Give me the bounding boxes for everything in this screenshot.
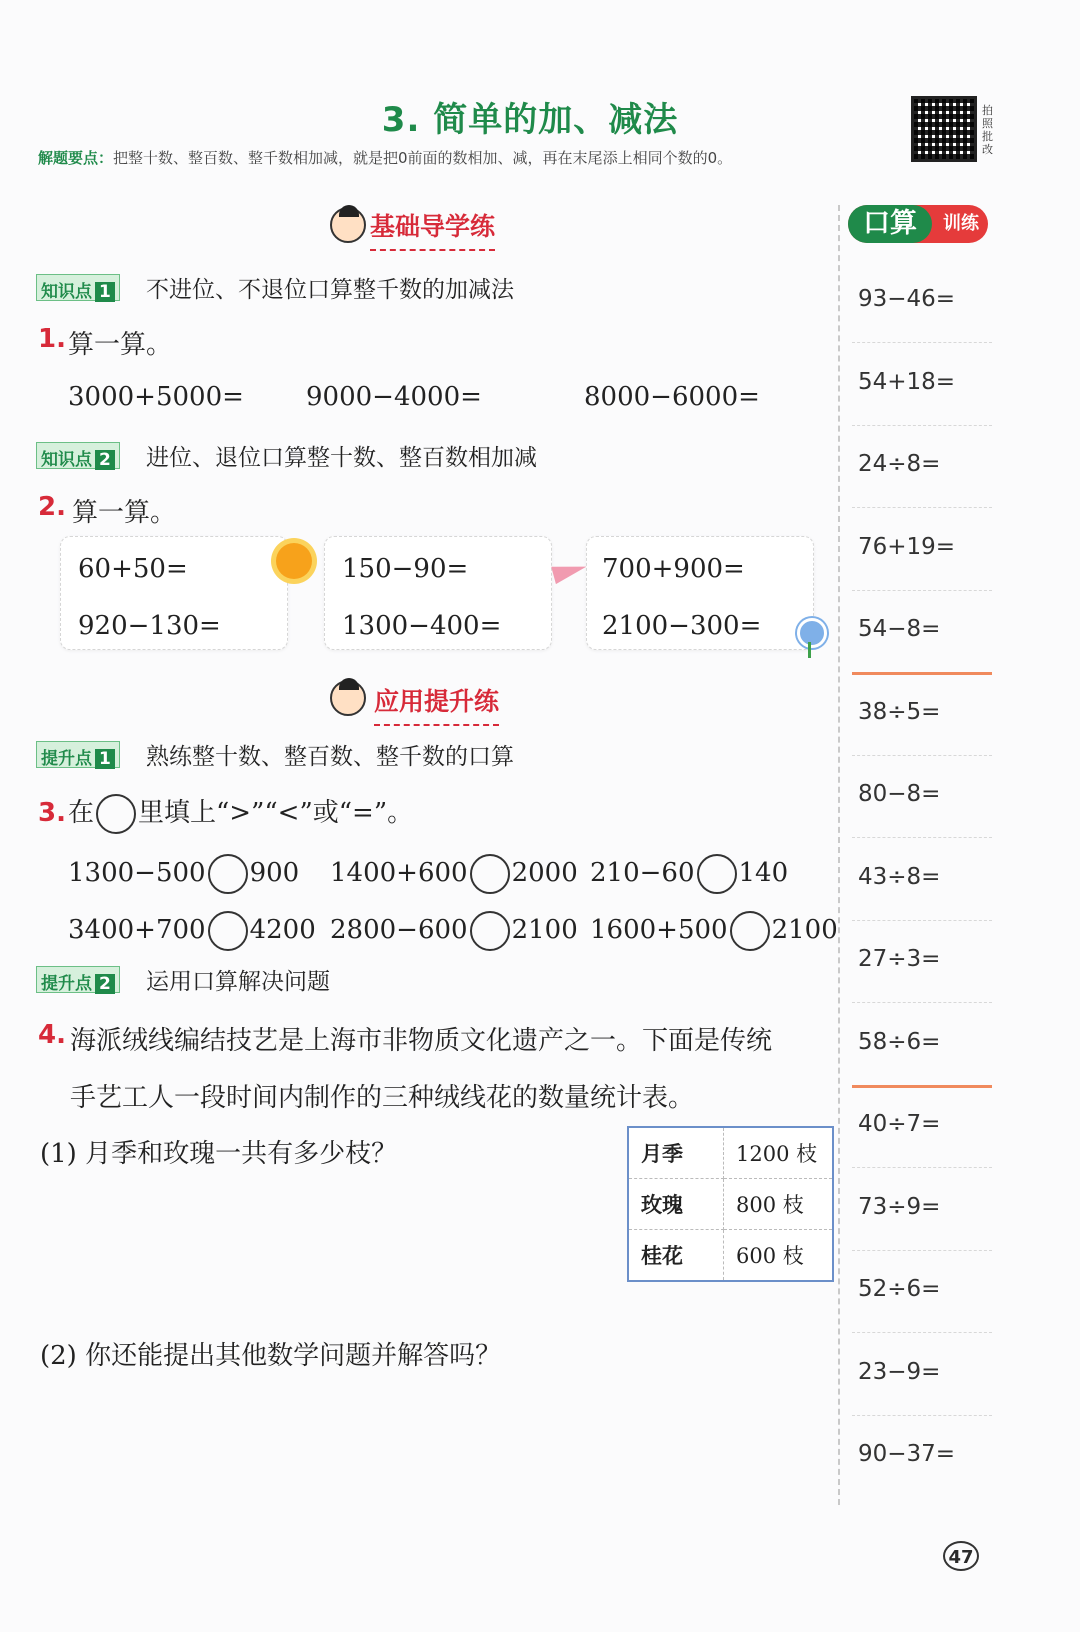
oral-badge-sub: 训练 bbox=[943, 213, 979, 234]
oral-badge-main: 口算 bbox=[848, 205, 932, 243]
oral-item: 38÷5= bbox=[858, 698, 941, 725]
table-cell-name: 玫瑰 bbox=[628, 1179, 724, 1230]
qr-code-icon[interactable] bbox=[911, 96, 977, 162]
mascot-icon bbox=[330, 207, 366, 243]
answer-circle[interactable] bbox=[730, 911, 770, 951]
paper-plane-icon bbox=[551, 558, 589, 584]
q2-expression: 60+50= bbox=[78, 554, 188, 584]
oral-separator bbox=[852, 1415, 992, 1416]
flower-stem-icon bbox=[808, 642, 811, 658]
table-cell-name: 月季 bbox=[628, 1127, 724, 1179]
solving-tip bbox=[38, 147, 732, 168]
answer-circle[interactable] bbox=[208, 911, 248, 951]
oral-separator bbox=[852, 672, 992, 675]
table-row bbox=[628, 1230, 833, 1282]
q2-expression: 150−90= bbox=[342, 554, 469, 584]
table-cell-count: 800 枝 bbox=[724, 1179, 834, 1230]
section-heading-basic: 基础导学练 bbox=[370, 207, 495, 243]
oral-item: 23−9= bbox=[858, 1358, 941, 1385]
flower-count-table bbox=[627, 1126, 834, 1282]
table-cell-count: 1200 枝 bbox=[724, 1127, 834, 1179]
q3-comparison[interactable]: 1300−500 900 bbox=[68, 854, 299, 894]
q1-expression: 8000−6000= bbox=[584, 382, 760, 412]
question-1-number: 1. bbox=[38, 324, 66, 354]
answer-circle-sample bbox=[96, 794, 136, 834]
question-4-line-2: 手艺工人一段时间内制作的三种绒线花的数量统计表。 bbox=[70, 1083, 695, 1113]
q2-expression: 2100−300= bbox=[602, 611, 762, 641]
tip-label: 解题要点： bbox=[38, 149, 114, 167]
tip-text: 把整十数、整百数、整千数相加减，就是把0前面的数相加、减，再在末尾添上相同个数的0。 bbox=[113, 149, 733, 167]
knowledge-point-2-tag: 知识点 2 bbox=[36, 442, 120, 469]
answer-circle[interactable] bbox=[697, 854, 737, 894]
oral-item: 54+18= bbox=[858, 368, 956, 395]
table-cell-name: 桂花 bbox=[628, 1230, 724, 1282]
oral-item: 43÷8= bbox=[858, 863, 941, 890]
question-4-number: 4. bbox=[38, 1020, 66, 1050]
q2-expression: 700+900= bbox=[602, 554, 745, 584]
qr-label: 拍照批改 bbox=[982, 104, 993, 156]
oral-separator bbox=[852, 1250, 992, 1251]
mascot-icon bbox=[330, 680, 366, 716]
oral-item: 90−37= bbox=[858, 1441, 956, 1467]
q3-comparison[interactable]: 2800−600 2100 bbox=[330, 911, 578, 951]
oral-training-badge bbox=[848, 205, 988, 243]
question-4-sub-2: (2) 你还能提出其他数学问题并解答吗？ bbox=[40, 1341, 502, 1371]
oral-item: 80−8= bbox=[858, 781, 941, 807]
column-divider bbox=[838, 205, 840, 1505]
section-heading-applied: 应用提升练 bbox=[374, 682, 499, 718]
question-2-text: 算一算。 bbox=[72, 498, 177, 528]
flower-icon bbox=[797, 618, 827, 648]
table-row bbox=[628, 1179, 833, 1230]
q1-expression: 3000+5000= bbox=[68, 382, 244, 412]
improvement-point-2-tag: 提升点 2 bbox=[36, 966, 120, 993]
answer-circle[interactable] bbox=[470, 911, 510, 951]
oral-separator bbox=[852, 1002, 992, 1003]
answer-circle[interactable] bbox=[470, 854, 510, 894]
oral-item: 76+19= bbox=[858, 533, 956, 560]
oral-item: 54−8= bbox=[858, 616, 941, 642]
table-row bbox=[628, 1127, 833, 1179]
q2-expression: 920−130= bbox=[78, 611, 221, 641]
oral-item: 93−46= bbox=[858, 286, 956, 312]
oral-item: 24÷8= bbox=[858, 451, 941, 477]
oral-item: 40÷7= bbox=[858, 1111, 941, 1137]
oral-item: 27÷3= bbox=[858, 946, 941, 972]
oral-separator bbox=[852, 1085, 992, 1088]
q3-comparison[interactable]: 210−60 140 bbox=[590, 854, 788, 894]
oral-item: 52÷6= bbox=[858, 1276, 941, 1302]
question-3-number: 3. bbox=[38, 798, 66, 828]
oral-separator bbox=[852, 507, 992, 508]
oral-separator bbox=[852, 1167, 992, 1168]
oral-separator bbox=[852, 755, 992, 756]
question-4-sub-1: (1) 月季和玫瑰一共有多少枝？ bbox=[40, 1139, 398, 1169]
oral-separator bbox=[852, 920, 992, 921]
q2-expression: 1300−400= bbox=[342, 611, 502, 641]
page-title: 3. 简单的加、减法 bbox=[381, 100, 679, 140]
oral-separator bbox=[852, 837, 992, 838]
page-number: 47 bbox=[943, 1541, 979, 1571]
question-1-text: 算一算。 bbox=[68, 330, 173, 360]
q3-comparison[interactable]: 3400+700 4200 bbox=[68, 911, 316, 951]
answer-circle[interactable] bbox=[208, 854, 248, 894]
oral-item: 58÷6= bbox=[858, 1028, 941, 1055]
sun-icon bbox=[276, 543, 312, 579]
improvement-point-2-text: 运用口算解决问题 bbox=[146, 969, 330, 995]
knowledge-point-1-text: 不进位、不退位口算整千数的加减法 bbox=[146, 277, 514, 303]
q1-expression: 9000−4000= bbox=[306, 382, 482, 412]
oral-separator bbox=[852, 590, 992, 591]
oral-separator bbox=[852, 425, 992, 426]
oral-separator bbox=[852, 1332, 992, 1333]
knowledge-point-2-text: 进位、退位口算整十数、整百数相加减 bbox=[146, 445, 537, 471]
table-cell-count: 600 枝 bbox=[724, 1230, 834, 1282]
knowledge-point-1-tag: 知识点 1 bbox=[36, 274, 120, 301]
improvement-point-1-text: 熟练整十数、整百数、整千数的口算 bbox=[146, 744, 514, 770]
oral-separator bbox=[852, 342, 992, 343]
question-2-number: 2. bbox=[38, 492, 66, 522]
improvement-point-1-tag: 提升点 1 bbox=[36, 741, 120, 768]
question-4-line-1: 海派绒线编结技艺是上海市非物质文化遗产之一。下面是传统 bbox=[70, 1026, 773, 1056]
question-3-text: 在 里填上“>”“<”或“=”。 bbox=[68, 792, 413, 834]
q3-comparison[interactable]: 1600+500 2100 bbox=[590, 911, 838, 951]
q3-comparison[interactable]: 1400+600 2000 bbox=[330, 854, 578, 894]
oral-item: 73÷9= bbox=[858, 1193, 941, 1220]
